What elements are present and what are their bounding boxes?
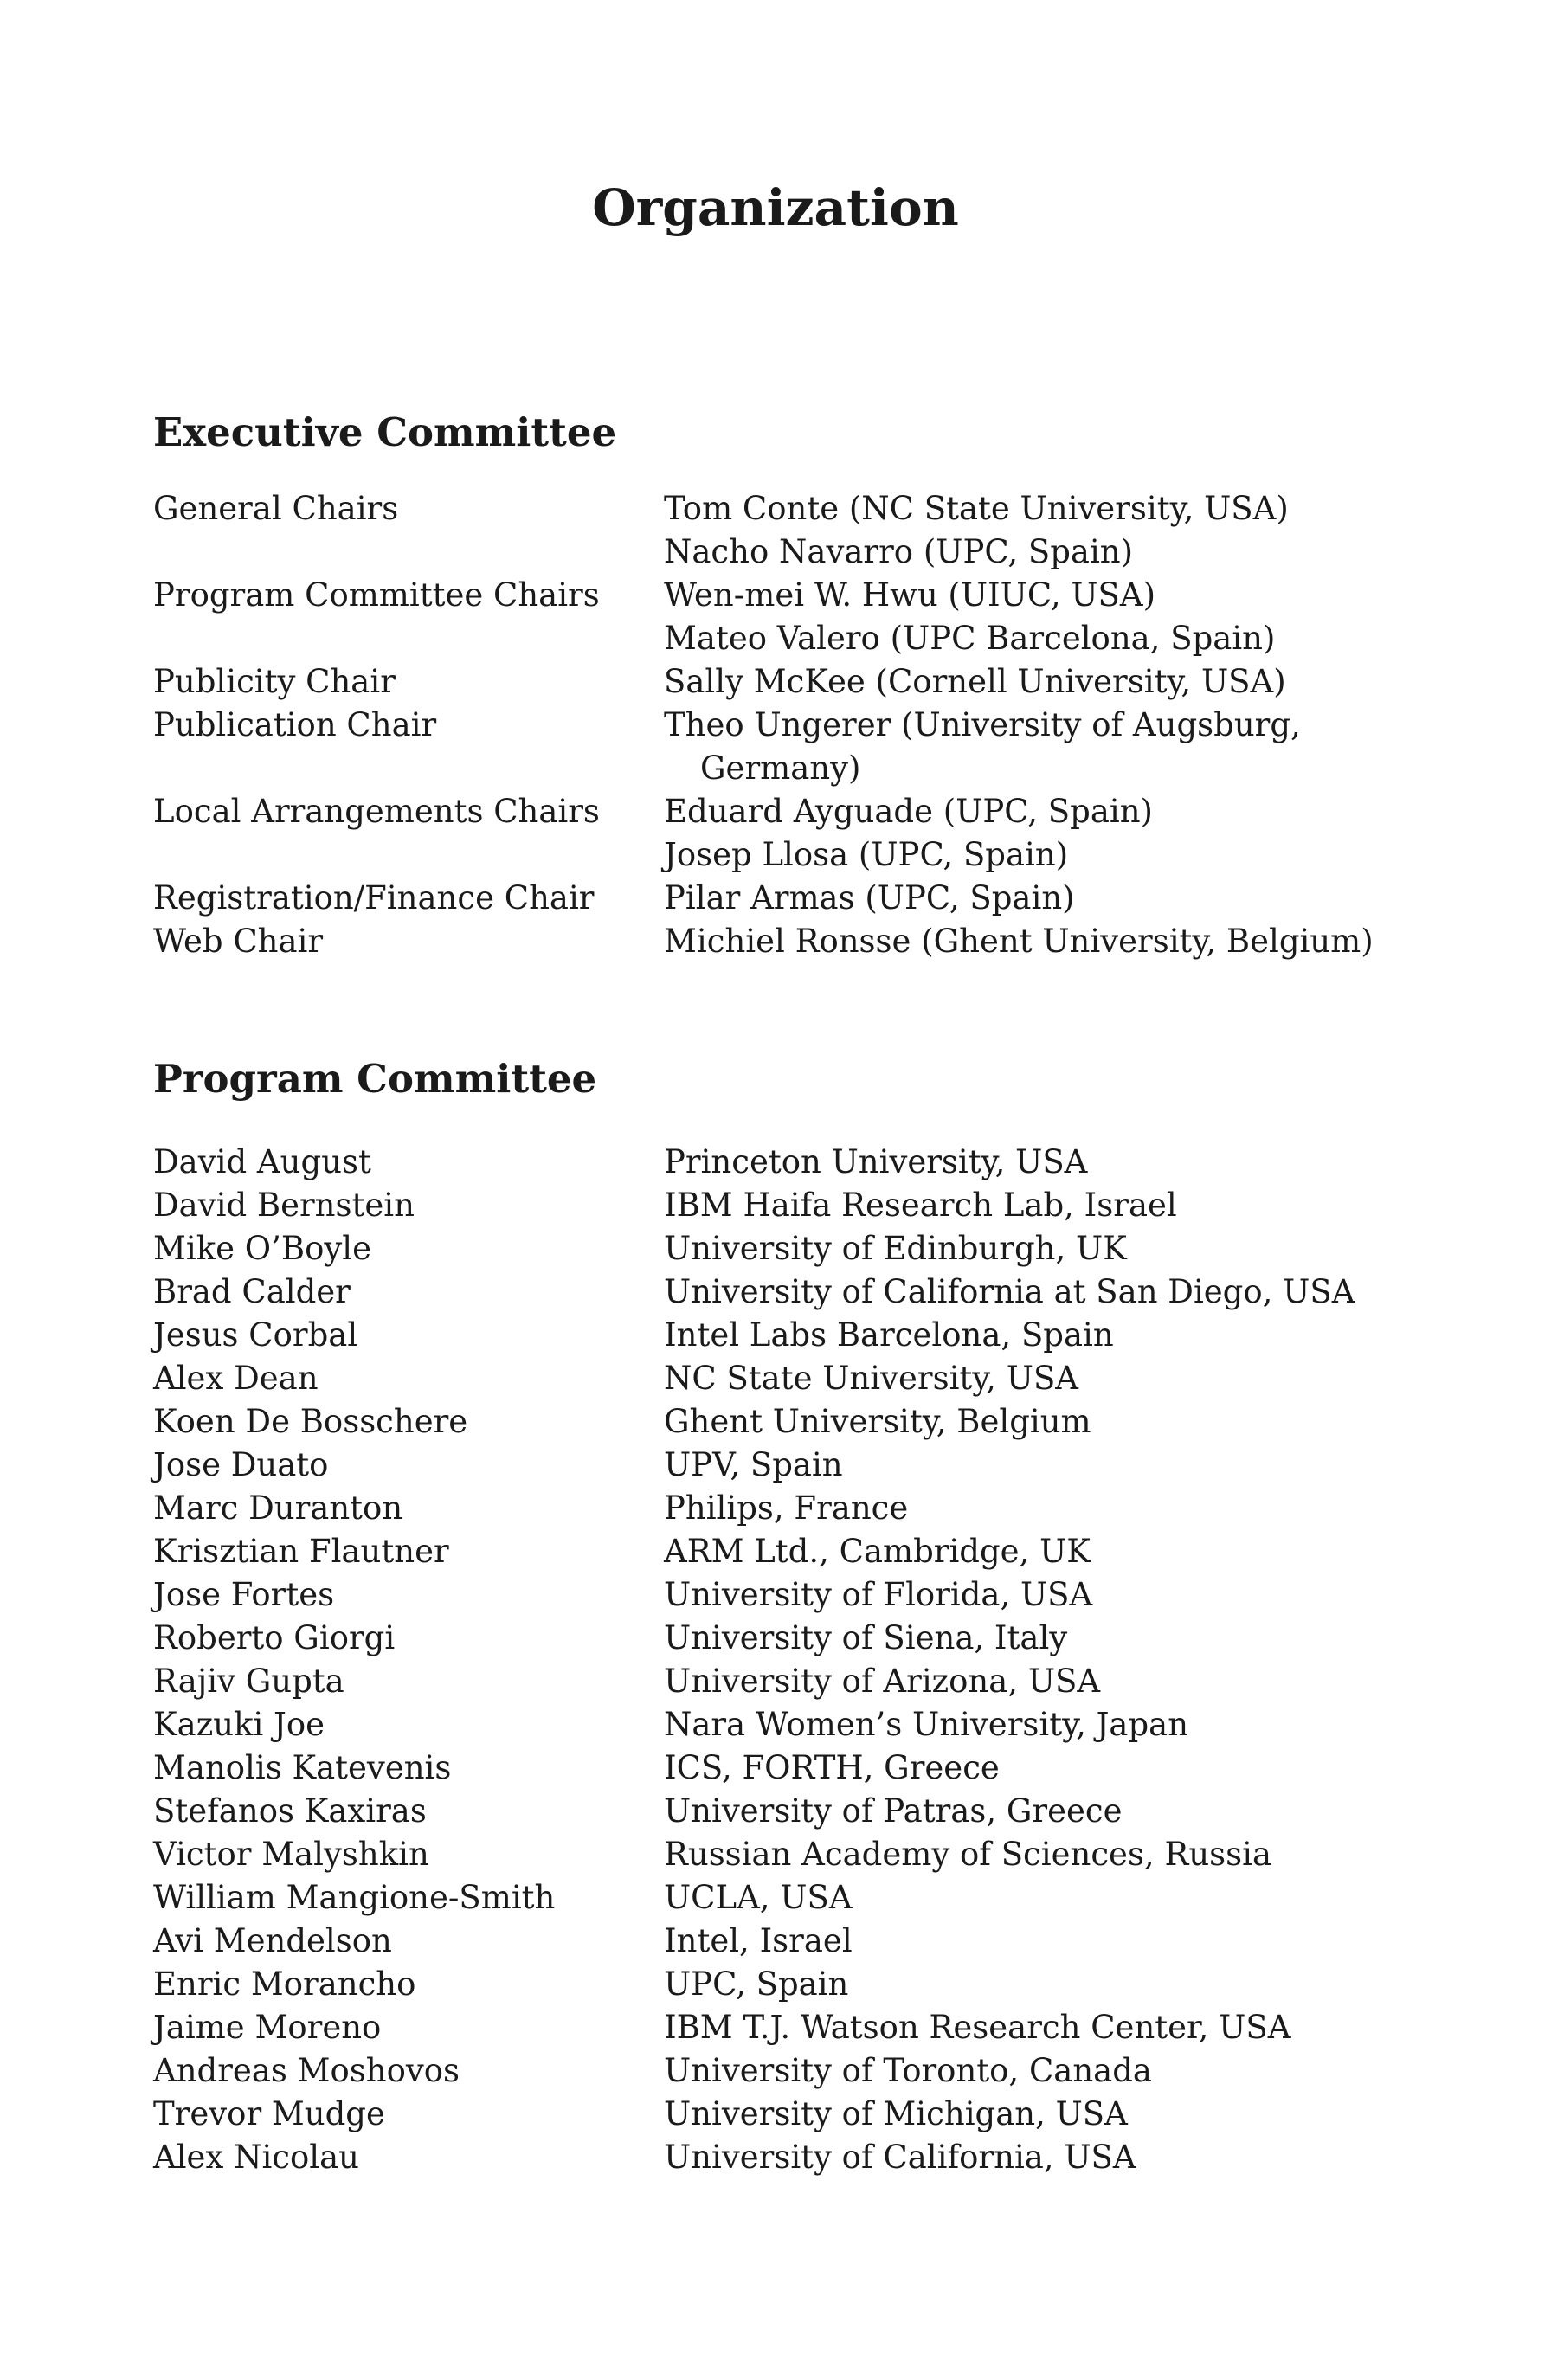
member-name: William Mangione-Smith	[153, 1879, 556, 1916]
committee-member-row	[153, 1227, 1417, 1270]
member-affiliation: UCLA, USA	[664, 1879, 853, 1916]
role-label: Web Chair	[153, 923, 324, 960]
member-name: David August	[153, 1143, 371, 1180]
executive-role-row	[153, 487, 1417, 531]
committee-member-row	[153, 1746, 1417, 1790]
committee-member-row	[153, 1703, 1417, 1746]
member-name: Mike O’Boyle	[153, 1230, 371, 1267]
executive-committee-list	[153, 487, 1417, 963]
member-name: Krisztian Flautner	[153, 1533, 449, 1570]
role-label: Registration/Finance Chair	[153, 879, 595, 917]
committee-member-row	[153, 1963, 1417, 2006]
member-name: Jose Fortes	[153, 1576, 335, 1613]
member-name: Jesus Corbal	[153, 1316, 358, 1354]
member-affiliation: Intel, Israel	[664, 1922, 853, 1959]
member-affiliation: Intel Labs Barcelona, Spain	[664, 1316, 1114, 1354]
member-affiliation: University of Toronto, Canada	[664, 2052, 1152, 2089]
executive-role-row	[153, 833, 1417, 877]
member-name: Jose Duato	[153, 1446, 329, 1483]
role-member: Theo Ungerer (University of Augsburg,	[664, 706, 1301, 743]
committee-member-row	[153, 1660, 1417, 1703]
member-affiliation: University of Michigan, USA	[664, 2095, 1128, 2132]
member-name: Marc Duranton	[153, 1489, 403, 1527]
role-member: Mateo Valero (UPC Barcelona, Spain)	[664, 620, 1276, 657]
member-affiliation: University of Arizona, USA	[664, 1663, 1101, 1700]
committee-member-row	[153, 1876, 1417, 1920]
executive-role-row	[153, 660, 1417, 704]
program-committee-list	[153, 1141, 1417, 2179]
role-member: Nacho Navarro (UPC, Spain)	[664, 533, 1134, 570]
role-label: Local Arrangements Chairs	[153, 793, 600, 830]
member-affiliation: UPC, Spain	[664, 1965, 849, 2003]
member-name: Alex Nicolau	[153, 2139, 360, 2176]
committee-member-row	[153, 1444, 1417, 1487]
committee-member-row	[153, 2049, 1417, 2093]
committee-member-row	[153, 1400, 1417, 1444]
committee-member-row	[153, 1184, 1417, 1227]
member-affiliation: ARM Ltd., Cambridge, UK	[664, 1533, 1091, 1570]
committee-member-row	[153, 1530, 1417, 1573]
executive-role-row	[153, 574, 1417, 617]
role-member: Pilar Armas (UPC, Spain)	[664, 879, 1075, 917]
member-name: Alex Dean	[153, 1360, 319, 1397]
role-label: General Chairs	[153, 490, 399, 527]
executive-role-row	[153, 920, 1417, 963]
committee-member-row	[153, 1487, 1417, 1530]
executive-role-row	[153, 531, 1417, 574]
member-affiliation: University of California at San Diego, USA	[664, 1273, 1355, 1310]
member-name: David Bernstein	[153, 1187, 415, 1224]
member-name: Victor Malyshkin	[153, 1836, 429, 1873]
member-affiliation: University of California, USA	[664, 2139, 1136, 2176]
role-label: Program Committee Chairs	[153, 576, 600, 614]
role-member: Wen-mei W. Hwu (UIUC, USA)	[664, 576, 1156, 614]
page-title: Organization	[592, 178, 959, 237]
member-affiliation: University of Siena, Italy	[664, 1619, 1068, 1656]
member-affiliation: University of Edinburgh, UK	[664, 1230, 1127, 1267]
member-name: Avi Mendelson	[153, 1922, 392, 1959]
member-name: Enric Morancho	[153, 1965, 416, 2003]
member-name: Rajiv Gupta	[153, 1663, 344, 1700]
member-affiliation: Philips, France	[664, 1489, 909, 1527]
member-name: Trevor Mudge	[153, 2095, 385, 2132]
committee-member-row	[153, 1790, 1417, 1833]
committee-member-row	[153, 1314, 1417, 1357]
role-member: Tom Conte (NC State University, USA)	[664, 490, 1289, 527]
member-affiliation: University of Florida, USA	[664, 1576, 1093, 1613]
member-name: Stefanos Kaxiras	[153, 1792, 427, 1830]
committee-member-row	[153, 1141, 1417, 1184]
member-name: Manolis Katevenis	[153, 1749, 452, 1786]
member-affiliation: Nara Women’s University, Japan	[664, 1706, 1189, 1743]
executive-role-row	[153, 747, 1417, 790]
role-member-continued: Germany)	[700, 749, 861, 787]
member-affiliation: Princeton University, USA	[664, 1143, 1088, 1180]
committee-member-row	[153, 1920, 1417, 1963]
role-member: Sally McKee (Cornell University, USA)	[664, 663, 1286, 700]
member-name: Andreas Moshovos	[153, 2052, 460, 2089]
member-affiliation: Ghent University, Belgium	[664, 1403, 1091, 1440]
committee-member-row	[153, 2006, 1417, 2049]
committee-member-row	[153, 1833, 1417, 1876]
committee-member-row	[153, 2093, 1417, 2136]
role-label: Publicity Chair	[153, 663, 396, 700]
member-affiliation: IBM T.J. Watson Research Center, USA	[664, 2009, 1291, 2046]
member-affiliation: University of Patras, Greece	[664, 1792, 1123, 1830]
member-affiliation: NC State University, USA	[664, 1360, 1079, 1397]
executive-role-row	[153, 704, 1417, 747]
executive-committee-heading: Executive Committee	[153, 409, 617, 455]
committee-member-row	[153, 1617, 1417, 1660]
committee-member-row	[153, 2136, 1417, 2179]
committee-member-row	[153, 1573, 1417, 1617]
member-affiliation: IBM Haifa Research Lab, Israel	[664, 1187, 1177, 1224]
program-committee-heading: Program Committee	[153, 1056, 597, 1102]
member-affiliation: Russian Academy of Sciences, Russia	[664, 1836, 1272, 1873]
member-affiliation: ICS, FORTH, Greece	[664, 1749, 1000, 1786]
executive-role-row	[153, 617, 1417, 660]
member-name: Brad Calder	[153, 1273, 351, 1310]
role-label: Publication Chair	[153, 706, 437, 743]
member-name: Roberto Giorgi	[153, 1619, 396, 1656]
committee-member-row	[153, 1270, 1417, 1314]
member-name: Koen De Bosschere	[153, 1403, 468, 1440]
role-member: Eduard Ayguade (UPC, Spain)	[664, 793, 1153, 830]
role-member: Michiel Ronsse (Ghent University, Belgium)	[664, 923, 1374, 960]
member-name: Jaime Moreno	[153, 2009, 382, 2046]
member-affiliation: UPV, Spain	[664, 1446, 843, 1483]
member-name: Kazuki Joe	[153, 1706, 325, 1743]
executive-role-row	[153, 877, 1417, 920]
committee-member-row	[153, 1357, 1417, 1400]
executive-role-row	[153, 790, 1417, 833]
role-member: Josep Llosa (UPC, Spain)	[664, 836, 1069, 873]
